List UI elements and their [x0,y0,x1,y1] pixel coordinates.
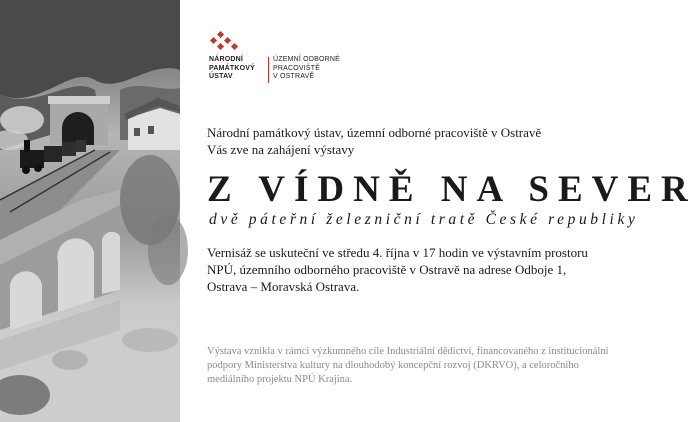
exhibition-subtitle: dvě páteřní železniční tratě České republiky [209,211,639,228]
logo-name-line: ÚSTAV [209,73,233,80]
intro-line: Národní památkový ústav, územní odborné pracoviště v Ostravě [207,125,542,140]
logo-branch-line: ÚZEMNÍ ODBORNÉ [273,56,340,63]
logo-name [209,56,255,82]
npu-logo-mark-icon [208,32,238,52]
logo-branch-line: V OSTRAVĚ [273,73,315,80]
npu-logo [205,32,365,92]
intro-line: Vás zve na zahájení výstavy [207,142,355,157]
exhibition-title: Z VÍDNĚ NA SEVER [207,169,697,210]
logo-branch [273,56,340,82]
logo-divider [268,57,269,83]
funding-note [207,345,609,387]
funding-line: podpory Ministerstva kultury na dlouhodobý koncepční rozvoj (DKRVO), a celoročního [207,360,579,371]
logo-name-line: NÁRODNÍ [209,56,244,63]
vernissage-line: Ostrava – Moravská Ostrava. [207,279,360,294]
logo-branch-line: PRACOVIŠTĚ [273,64,321,72]
logo-name-line: PAMÁTKOVÝ [209,64,256,72]
vernissage-line: Vernisáž se uskuteční ve středu 4. října v 17 hodin ve výstavním prostoru [207,245,588,260]
vernissage-details [207,244,588,295]
funding-line: Výstava vznikla v rámci výzkumného cíle Industriální dědictví, financovaného z institucionální [207,346,609,357]
funding-line: mediálního projektu NPÚ Krajina. [207,374,353,385]
historic-railway-photo [0,0,180,422]
invitation-intro [207,124,541,158]
railway-bridge-illustration [0,0,180,422]
vernissage-line: NPÚ, územního odborného pracoviště v Ostravě na adrese Odboje 1, [207,262,567,277]
